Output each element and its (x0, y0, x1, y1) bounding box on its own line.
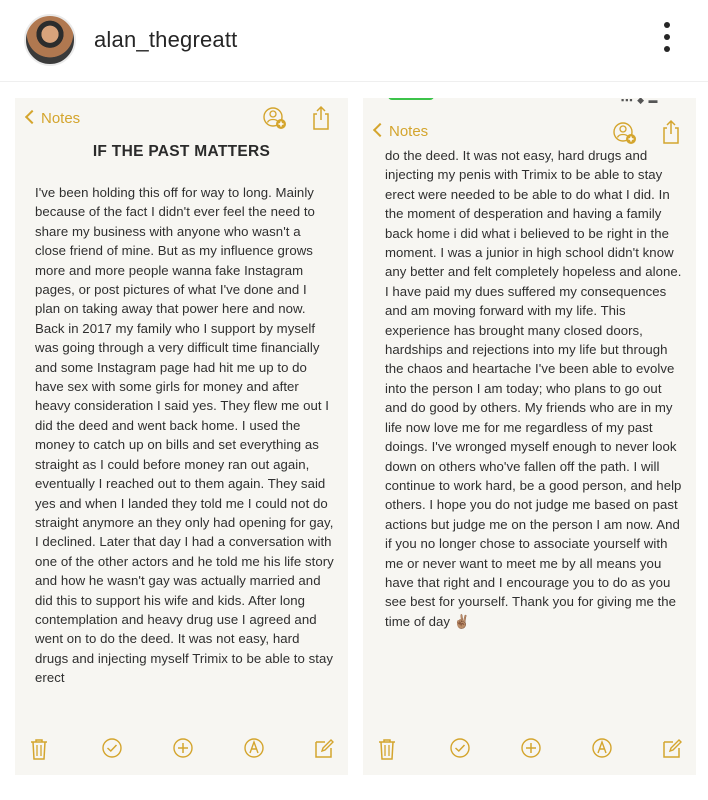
chevron-left-icon (373, 123, 387, 137)
left-note-screenshot (15, 98, 348, 775)
chevron-left-icon (25, 110, 39, 124)
bottom-toolbar (15, 737, 348, 761)
note-body[interactable]: do the deed. It was not easy, hard drugs and injecting my penis with Trimix to be able to stay erect were needed to be able to do what I did. In the moment of desperation and having a family back home i did what i believed to be right in the moment. I was a junior in high school didn't know any better and felt completely hopeless and alone. I have paid my dues suffered my consequences and am moving forward with my life. This experience has brought many closed doors, hardships and rejections into my life but through the chaos and heartache I've been able to evolve into the person I am today; who plans to go out and do good by others. My friends who are in my life now love me for me regardless of my past doings. I've wronged myself enough to never look down on others who've fallen off the path. I will continue to work hard, be a good person, and help others. I hope you do not judge me based on past actions but judge me on the person I am now. And if you no longer chose to associate yourself with me or never want to meet me by all means you have that right and I encourage you to do as you see best for yourself. Thank you for giving me the time of day ✌🏽 (385, 148, 682, 629)
checklist-icon[interactable] (449, 737, 471, 764)
cutoff-text (35, 715, 335, 729)
share-icon[interactable] (311, 105, 331, 136)
add-icon[interactable] (520, 737, 542, 764)
post-header (0, 0, 708, 82)
add-people-icon[interactable] (263, 106, 287, 135)
overlay-text (443, 110, 673, 138)
status-bar-icons: ▪▪▪ ◆ ▬ (621, 98, 659, 105)
bottom-toolbar (363, 737, 696, 761)
checklist-icon[interactable] (101, 737, 123, 764)
note-body[interactable]: I've been holding this off for way to long. Mainly because of the fact I didn't ever feel the need to share my business with anyone who wasn't a close friend of mine. But as my influence grows more and more people wanna fake Instagram pages, or post pictures of what I've done and I plan on taking away that power here and now. Back in 2017 my family who I support by myself was going through a very difficult time financially and some Instagram page had hit me up to do have sex with some girls for money and after heavy consideration I said yes. They flew me out I did the deed and went back home. I used the money to catch up on bills and set everything as straight as I could before money ran out again, eventually I reached out to them again. They said yes and when I landed they told me I could not do straight anymore an they only had opening for gay, I declined. Later that day I had a conversation with one of the other actors and he told me his life story and how he wasn't gay was actually married and did this to support his wife and kids. After long contemplation and heavy drug use I agreed and went on to do the deed. It was not easy, hard drugs and injecting myself Trimix to be able to stay erect (35, 185, 334, 686)
markup-icon[interactable] (243, 737, 265, 764)
add-icon[interactable] (172, 737, 194, 764)
compose-icon[interactable] (661, 737, 683, 764)
avatar[interactable] (24, 14, 76, 66)
notes-back-button[interactable] (27, 110, 80, 127)
trash-icon[interactable] (29, 737, 49, 766)
status-bar-pill (388, 98, 434, 100)
more-options-icon[interactable] (662, 22, 672, 58)
markup-icon[interactable] (591, 737, 613, 764)
notes-back-label: Notes (389, 123, 429, 140)
right-note-screenshot (363, 98, 696, 775)
notes-back-label: Notes (41, 110, 81, 127)
note-title: IF THE PAST MATTERS (92, 143, 271, 160)
compose-icon[interactable] (313, 737, 335, 764)
username[interactable]: alan_thegreatt (94, 27, 238, 52)
trash-icon[interactable] (377, 737, 397, 766)
notes-back-button[interactable] (375, 123, 428, 140)
